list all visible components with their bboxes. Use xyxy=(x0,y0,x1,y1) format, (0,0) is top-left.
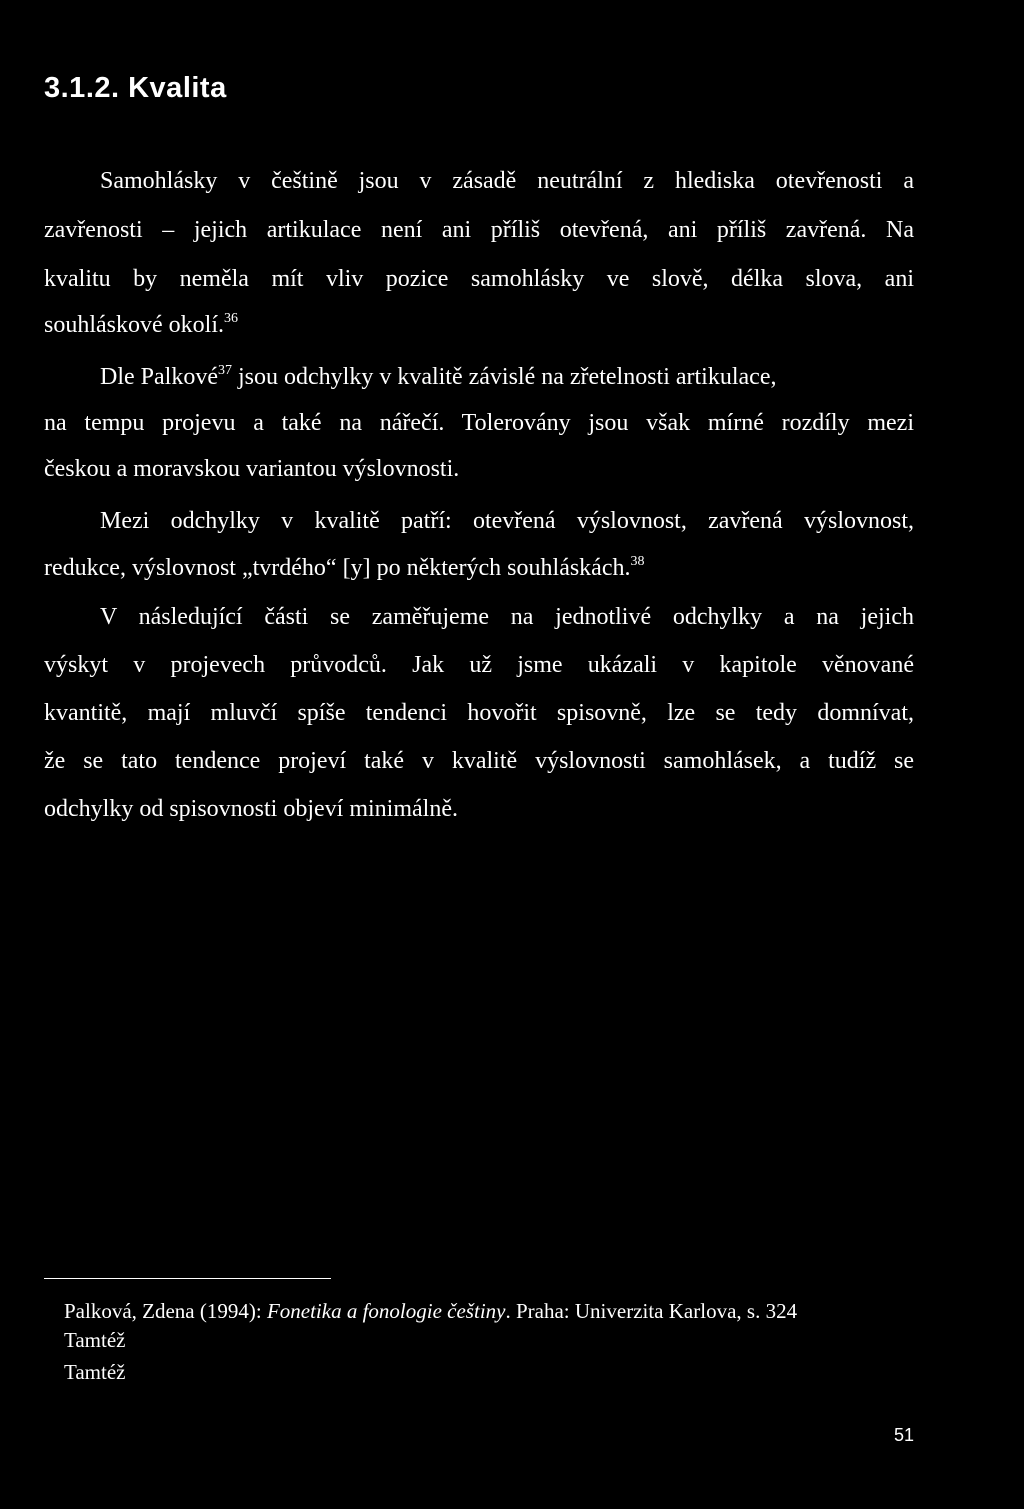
footnote-38: Tamtéž xyxy=(64,1360,126,1384)
paragraph-2-line-3: českou a moravskou variantou výslovnosti. xyxy=(44,456,460,482)
paragraph-3-last-text: redukce, výslovnost „tvrdého“ [y] po některých souhláskách. xyxy=(44,555,631,581)
paragraph-1-line-4 xyxy=(44,310,238,340)
paragraph-1-line-2: zavřenosti – jejich artikulace není ani příliš otevřená, ani příliš zavřená. Na xyxy=(44,217,914,243)
paragraph-4-line-3: kvantitě, mají mluvčí spíše tendenci hovořit spisovně, lze se tedy domnívat, xyxy=(44,700,914,726)
paragraph-2-first-after: jsou odchylky v kvalitě závislé na zřetelnosti artikulace, xyxy=(231,364,777,390)
footnote-ref-38: 38 xyxy=(630,554,645,569)
paragraph-3-line-1: Mezi odchylky v kvalitě patří: otevřená výslovnost, zavřená výslovnost, xyxy=(100,508,914,534)
footnote-37: Tamtéž xyxy=(64,1328,126,1352)
paragraph-4-line-1: V následující části se zaměřujeme na jednotlivé odchylky a na jejich xyxy=(100,604,914,630)
paragraph-1-last-text: souhláskové okolí. xyxy=(44,312,224,338)
section-heading: 3.1.2. Kvalita xyxy=(44,72,227,104)
paragraph-4-line-2: výskyt v projevech průvodců. Jak už jsme ukázali v kapitole věnované xyxy=(44,652,914,678)
paragraph-4-line-5: odchylky od spisovnosti objeví minimálně. xyxy=(44,796,458,822)
paragraph-1-line-1: Samohlásky v češtině jsou v zásadě neutrální z hlediska otevřenosti a xyxy=(100,168,914,194)
paragraph-3-line-2 xyxy=(44,553,645,583)
paragraph-4-line-4: že se tato tendence projeví také v kvalitě výslovnosti samohlásek, a tudíž se xyxy=(44,748,914,774)
footnote-36-rest: . Praha: Univerzita Karlova, s. 324 xyxy=(505,1299,798,1323)
paragraph-2-line-2: na tempu projevu a také na nářečí. Tolerovány jsou však mírné rozdíly mezi xyxy=(44,410,914,436)
paragraph-1-line-3: kvalitu by neměla mít vliv pozice samohlásky ve slově, délka slova, ani xyxy=(44,266,914,292)
footnote-ref-37: 37 xyxy=(217,363,232,378)
page-number: 51 xyxy=(893,1425,914,1445)
paragraph-2-line-1 xyxy=(100,362,914,392)
footnote-separator xyxy=(44,1278,331,1279)
paragraph-2-first-before: Dle Palkové xyxy=(100,364,218,390)
footnote-36 xyxy=(64,1298,797,1324)
footnote-36-title: Fonetika a fonologie češtiny xyxy=(266,1299,506,1323)
footnote-ref-36: 36 xyxy=(224,311,238,326)
paragraph-2-first-line xyxy=(100,362,776,392)
footnote-36-author: Palková, Zdena (1994): xyxy=(64,1299,267,1323)
